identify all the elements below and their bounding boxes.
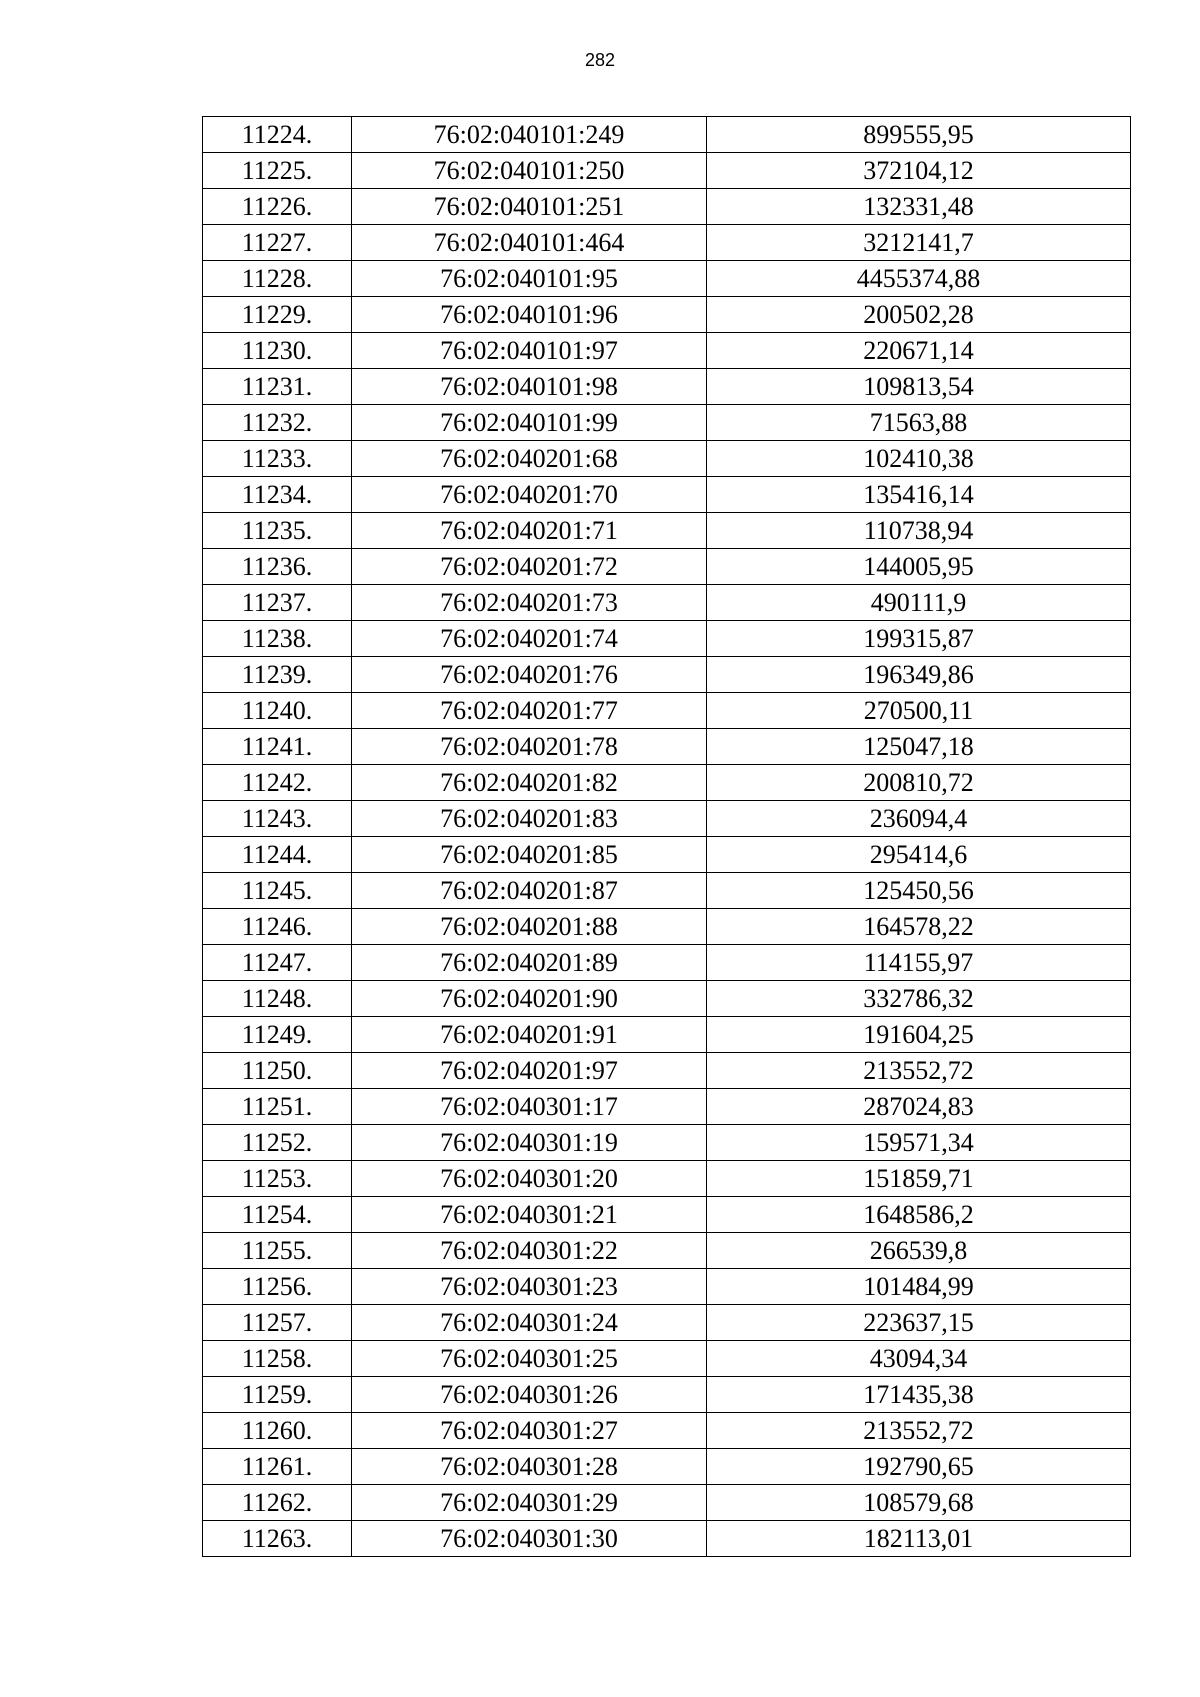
cadastral-value-cell: 132331,48 xyxy=(707,189,1131,225)
table-row xyxy=(203,1197,1131,1233)
cadastral-value-cell: 3212141,7 xyxy=(707,225,1131,261)
cadastral-value-cell: 899555,95 xyxy=(707,117,1131,153)
cadastral-number-cell: 76:02:040101:95 xyxy=(352,261,707,297)
cadastral-value-cell: 4455374,88 xyxy=(707,261,1131,297)
table-body xyxy=(203,117,1131,1557)
cadastral-value-cell: 266539,8 xyxy=(707,1233,1131,1269)
row-number-cell: 11262. xyxy=(203,1485,352,1521)
row-number-cell: 11229. xyxy=(203,297,352,333)
cadastral-value-cell: 200810,72 xyxy=(707,765,1131,801)
table-row xyxy=(203,1089,1131,1125)
table-row xyxy=(203,189,1131,225)
table-row xyxy=(203,657,1131,693)
table-row xyxy=(203,801,1131,837)
row-number-cell: 11252. xyxy=(203,1125,352,1161)
row-number-cell: 11238. xyxy=(203,621,352,657)
row-number-cell: 11232. xyxy=(203,405,352,441)
table-row xyxy=(203,549,1131,585)
cadastral-value-cell: 159571,34 xyxy=(707,1125,1131,1161)
table-row xyxy=(203,1521,1131,1557)
cadastral-value-cell: 125450,56 xyxy=(707,873,1131,909)
table-row xyxy=(203,405,1131,441)
table-row xyxy=(203,873,1131,909)
cadastral-value-cell: 110738,94 xyxy=(707,513,1131,549)
cadastral-number-cell: 76:02:040301:21 xyxy=(352,1197,707,1233)
cadastral-number-cell: 76:02:040201:68 xyxy=(352,441,707,477)
cadastral-number-cell: 76:02:040301:24 xyxy=(352,1305,707,1341)
cadastral-value-cell: 101484,99 xyxy=(707,1269,1131,1305)
table-row xyxy=(203,1017,1131,1053)
row-number-cell: 11256. xyxy=(203,1269,352,1305)
row-number-cell: 11237. xyxy=(203,585,352,621)
page-number: 282 xyxy=(584,50,616,70)
cadastral-number-cell: 76:02:040301:25 xyxy=(352,1341,707,1377)
cadastral-number-cell: 76:02:040201:74 xyxy=(352,621,707,657)
cadastral-number-cell: 76:02:040201:70 xyxy=(352,477,707,513)
cadastral-value-cell: 125047,18 xyxy=(707,729,1131,765)
cadastral-value-cell: 196349,86 xyxy=(707,657,1131,693)
table-row xyxy=(203,441,1131,477)
table-row xyxy=(203,837,1131,873)
cadastral-value-cell: 71563,88 xyxy=(707,405,1131,441)
cadastral-number-cell: 76:02:040201:72 xyxy=(352,549,707,585)
table-row xyxy=(203,333,1131,369)
cadastral-value-cell: 164578,22 xyxy=(707,909,1131,945)
cadastral-value-cell: 109813,54 xyxy=(707,369,1131,405)
row-number-cell: 11241. xyxy=(203,729,352,765)
cadastral-value-cell: 199315,87 xyxy=(707,621,1131,657)
cadastral-value-table xyxy=(202,116,1131,1557)
cadastral-value-cell: 213552,72 xyxy=(707,1053,1131,1089)
cadastral-number-cell: 76:02:040101:96 xyxy=(352,297,707,333)
row-number-cell: 11263. xyxy=(203,1521,352,1557)
cadastral-value-cell: 200502,28 xyxy=(707,297,1131,333)
row-number-cell: 11230. xyxy=(203,333,352,369)
cadastral-value-cell: 270500,11 xyxy=(707,693,1131,729)
table-row xyxy=(203,1161,1131,1197)
cadastral-value-cell: 191604,25 xyxy=(707,1017,1131,1053)
table-row xyxy=(203,909,1131,945)
cadastral-value-cell: 43094,34 xyxy=(707,1341,1131,1377)
row-number-cell: 11231. xyxy=(203,369,352,405)
cadastral-number-cell: 76:02:040101:250 xyxy=(352,153,707,189)
cadastral-number-cell: 76:02:040301:26 xyxy=(352,1377,707,1413)
cadastral-number-cell: 76:02:040201:73 xyxy=(352,585,707,621)
row-number-cell: 11248. xyxy=(203,981,352,1017)
cadastral-number-cell: 76:02:040201:87 xyxy=(352,873,707,909)
table-row xyxy=(203,153,1131,189)
row-number-cell: 11224. xyxy=(203,117,352,153)
table-row xyxy=(203,1341,1131,1377)
cadastral-number-cell: 76:02:040101:99 xyxy=(352,405,707,441)
row-number-cell: 11245. xyxy=(203,873,352,909)
row-number-cell: 11259. xyxy=(203,1377,352,1413)
row-number-cell: 11254. xyxy=(203,1197,352,1233)
row-number-cell: 11226. xyxy=(203,189,352,225)
table-row xyxy=(203,1053,1131,1089)
cadastral-number-cell: 76:02:040301:27 xyxy=(352,1413,707,1449)
row-number-cell: 11250. xyxy=(203,1053,352,1089)
row-number-cell: 11242. xyxy=(203,765,352,801)
table-row xyxy=(203,261,1131,297)
table-row xyxy=(203,729,1131,765)
row-number-cell: 11257. xyxy=(203,1305,352,1341)
cadastral-number-cell: 76:02:040301:22 xyxy=(352,1233,707,1269)
cadastral-value-cell: 213552,72 xyxy=(707,1413,1131,1449)
table-row xyxy=(203,693,1131,729)
table-row xyxy=(203,1269,1131,1305)
cadastral-value-cell: 135416,14 xyxy=(707,477,1131,513)
cadastral-number-cell: 76:02:040101:464 xyxy=(352,225,707,261)
cadastral-value-cell: 114155,97 xyxy=(707,945,1131,981)
cadastral-value-cell: 332786,32 xyxy=(707,981,1131,1017)
row-number-cell: 11246. xyxy=(203,909,352,945)
row-number-cell: 11225. xyxy=(203,153,352,189)
table-row xyxy=(203,1449,1131,1485)
cadastral-value-cell: 236094,4 xyxy=(707,801,1131,837)
row-number-cell: 11251. xyxy=(203,1089,352,1125)
table-row xyxy=(203,1233,1131,1269)
cadastral-value-cell: 223637,15 xyxy=(707,1305,1131,1341)
cadastral-value-cell: 220671,14 xyxy=(707,333,1131,369)
table-row xyxy=(203,369,1131,405)
row-number-cell: 11235. xyxy=(203,513,352,549)
cadastral-number-cell: 76:02:040201:85 xyxy=(352,837,707,873)
table-row xyxy=(203,1485,1131,1521)
cadastral-number-cell: 76:02:040101:251 xyxy=(352,189,707,225)
cadastral-number-cell: 76:02:040101:249 xyxy=(352,117,707,153)
row-number-cell: 11234. xyxy=(203,477,352,513)
table-row xyxy=(203,945,1131,981)
row-number-cell: 11228. xyxy=(203,261,352,297)
cadastral-number-cell: 76:02:040301:17 xyxy=(352,1089,707,1125)
cadastral-number-cell: 76:02:040201:91 xyxy=(352,1017,707,1053)
table-row xyxy=(203,585,1131,621)
cadastral-number-cell: 76:02:040301:19 xyxy=(352,1125,707,1161)
cadastral-value-cell: 151859,71 xyxy=(707,1161,1131,1197)
table-row xyxy=(203,297,1131,333)
cadastral-number-cell: 76:02:040201:88 xyxy=(352,909,707,945)
cadastral-number-cell: 76:02:040201:82 xyxy=(352,765,707,801)
row-number-cell: 11239. xyxy=(203,657,352,693)
cadastral-number-cell: 76:02:040201:77 xyxy=(352,693,707,729)
cadastral-number-cell: 76:02:040101:97 xyxy=(352,333,707,369)
cadastral-number-cell: 76:02:040201:76 xyxy=(352,657,707,693)
table-row xyxy=(203,117,1131,153)
cadastral-value-cell: 295414,6 xyxy=(707,837,1131,873)
table-row xyxy=(203,1377,1131,1413)
row-number-cell: 11258. xyxy=(203,1341,352,1377)
row-number-cell: 11261. xyxy=(203,1449,352,1485)
cadastral-number-cell: 76:02:040201:89 xyxy=(352,945,707,981)
row-number-cell: 11247. xyxy=(203,945,352,981)
row-number-cell: 11253. xyxy=(203,1161,352,1197)
row-number-cell: 11227. xyxy=(203,225,352,261)
cadastral-number-cell: 76:02:040101:98 xyxy=(352,369,707,405)
cadastral-value-cell: 108579,68 xyxy=(707,1485,1131,1521)
table-row xyxy=(203,621,1131,657)
cadastral-value-cell: 192790,65 xyxy=(707,1449,1131,1485)
table-row xyxy=(203,1413,1131,1449)
cadastral-value-cell: 372104,12 xyxy=(707,153,1131,189)
table-row xyxy=(203,1125,1131,1161)
cadastral-number-cell: 76:02:040301:29 xyxy=(352,1485,707,1521)
cadastral-value-cell: 102410,38 xyxy=(707,441,1131,477)
cadastral-number-cell: 76:02:040201:71 xyxy=(352,513,707,549)
table-row xyxy=(203,225,1131,261)
cadastral-value-cell: 287024,83 xyxy=(707,1089,1131,1125)
cadastral-value-cell: 182113,01 xyxy=(707,1521,1131,1557)
cadastral-value-cell: 144005,95 xyxy=(707,549,1131,585)
row-number-cell: 11233. xyxy=(203,441,352,477)
cadastral-number-cell: 76:02:040201:97 xyxy=(352,1053,707,1089)
cadastral-value-cell: 171435,38 xyxy=(707,1377,1131,1413)
cadastral-number-cell: 76:02:040201:90 xyxy=(352,981,707,1017)
table-row xyxy=(203,981,1131,1017)
cadastral-number-cell: 76:02:040301:28 xyxy=(352,1449,707,1485)
cadastral-number-cell: 76:02:040301:30 xyxy=(352,1521,707,1557)
table-row xyxy=(203,513,1131,549)
row-number-cell: 11240. xyxy=(203,693,352,729)
cadastral-value-cell: 1648586,2 xyxy=(707,1197,1131,1233)
cadastral-value-cell: 490111,9 xyxy=(707,585,1131,621)
cadastral-number-cell: 76:02:040301:20 xyxy=(352,1161,707,1197)
table-row xyxy=(203,765,1131,801)
cadastral-number-cell: 76:02:040201:83 xyxy=(352,801,707,837)
row-number-cell: 11249. xyxy=(203,1017,352,1053)
cadastral-number-cell: 76:02:040301:23 xyxy=(352,1269,707,1305)
row-number-cell: 11243. xyxy=(203,801,352,837)
table-row xyxy=(203,1305,1131,1341)
row-number-cell: 11236. xyxy=(203,549,352,585)
table-row xyxy=(203,477,1131,513)
cadastral-number-cell: 76:02:040201:78 xyxy=(352,729,707,765)
row-number-cell: 11255. xyxy=(203,1233,352,1269)
row-number-cell: 11260. xyxy=(203,1413,352,1449)
row-number-cell: 11244. xyxy=(203,837,352,873)
